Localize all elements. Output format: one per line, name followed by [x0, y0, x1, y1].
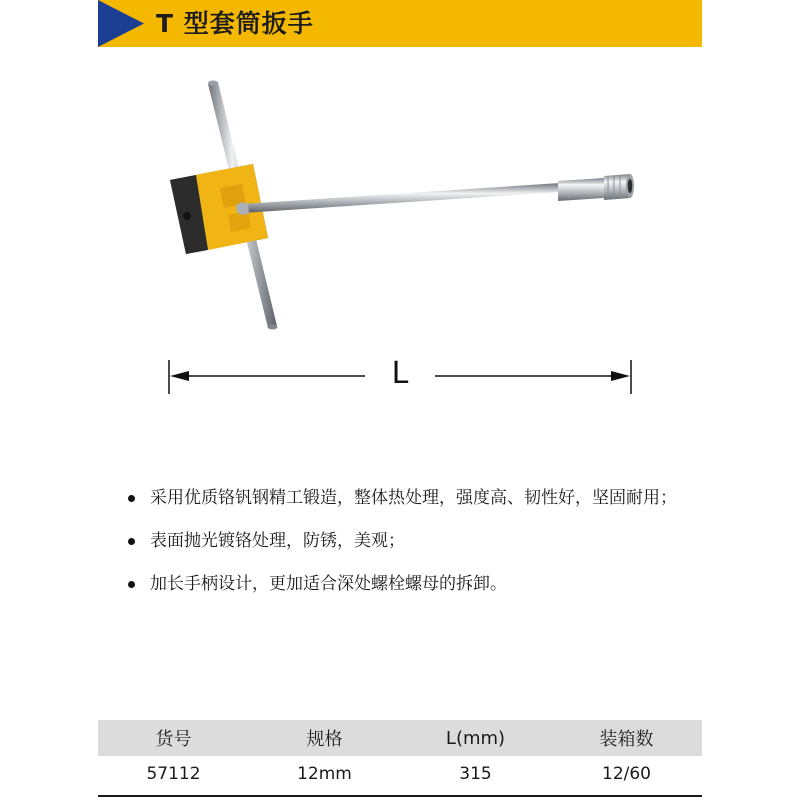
table-bottom-rule	[98, 795, 702, 797]
feature-item	[122, 568, 682, 601]
arrow-right-icon	[611, 371, 630, 381]
table-cell: 12mm	[297, 764, 352, 784]
table-header-row	[98, 720, 702, 756]
bullet-icon	[128, 495, 135, 502]
feature-text: 加长手柄设计，更加适合深处螺栓螺母的拆卸。	[150, 574, 507, 594]
page-title: T 型套筒扳手	[156, 9, 314, 38]
header-cell-length: L(mm)	[445, 727, 506, 749]
header-cell-item-no: 货号	[155, 729, 192, 750]
table-row	[98, 756, 702, 792]
feature-text: 表面抛光镀铬处理，防锈，美观；	[150, 531, 405, 551]
feature-text: 采用优质铬钒钢精工锻造，整体热处理，强度高、韧性好，坚固耐用；	[150, 488, 677, 508]
feature-item	[122, 482, 682, 515]
table-cell: 12/60	[602, 764, 651, 784]
wrench-shaft	[236, 183, 560, 215]
feature-item	[122, 525, 682, 558]
blue-triangle-decoration	[98, 0, 144, 47]
table-cell: 57112	[146, 764, 201, 784]
arrow-left-icon	[170, 371, 189, 381]
socket-head	[558, 174, 634, 201]
dimension-label: L	[378, 356, 422, 391]
header-cell-spec: 规格	[306, 729, 343, 750]
bullet-icon	[128, 538, 135, 545]
feature-list	[122, 482, 682, 611]
header-cell-packing: 装箱数	[599, 729, 654, 750]
spec-table	[98, 720, 702, 797]
table-cell: 315	[459, 764, 492, 784]
t-wrench-image	[150, 70, 650, 350]
bullet-icon	[128, 581, 135, 588]
title-banner	[98, 0, 702, 47]
